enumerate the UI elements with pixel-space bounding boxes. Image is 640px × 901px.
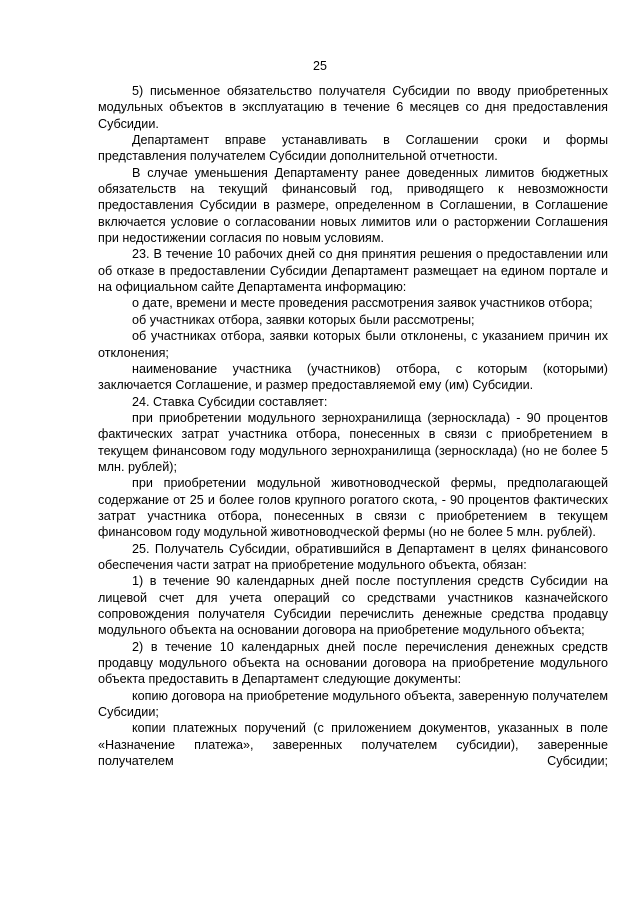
paragraph: об участниках отбора, заявки которых были рассмотрены; (132, 312, 475, 327)
paragraph: Департамент вправе устанавливать в Соглашении сроки и формы представления получателем Субсидии дополнительной отчетности. (98, 133, 608, 164)
paragraph: В случае уменьшения Департаменту ранее доведенных лимитов бюджетных обязательств на текущий финансовый год, приводящего к невозможности предоставления Субсидии в размере, определенном в Соглашении, в Соглашение включается условие о согласовании новых лимитов или о расторжении Соглашения при недостижении согласия по новым условиям. (98, 165, 608, 246)
page-number: 25 (313, 59, 327, 73)
document-body (98, 83, 608, 769)
paragraph: 5) письменное обязательство получателя Субсидии по вводу приобретенных модульных объектов в эксплуатацию в течение 6 месяцев со дня предоставления Субсидии. (98, 84, 608, 131)
paragraph: 25. Получатель Субсидии, обратившийся в Департамент в целях финансового обеспечения части затрат на приобретение модульного объекта, обязан: (98, 541, 608, 572)
paragraph: 24. Ставка Субсидии составляет: (132, 394, 328, 409)
paragraph: о дате, времени и месте проведения рассмотрения заявок участников отбора; (132, 296, 593, 311)
paragraph: 2) в течение 10 календарных дней после перечисления денежных средств продавцу модульного объекта на основании договора на приобретение модульного объекта предоставить в Департамент следующие документы: (98, 639, 608, 687)
paragraph: копию договора на приобретение модульного объекта, заверенную получателем Субсидии; (98, 688, 608, 720)
paragraph: об участниках отбора, заявки которых были отклонены, с указанием причин их отклонения; (98, 329, 608, 360)
paragraph: 1) в течение 90 календарных дней после поступления средств Субсидии на лицевой счет для учета операций со средствами участников казначейского сопровождения получателя Субсидии перечислить денежные средства продавцу модульного объекта на основании договора на приобретение модульного объекта; (98, 574, 608, 638)
paragraph: при приобретении модульного зернохранилища (зерносклада) - 90 процентов фактических затрат участника отбора, понесенных в связи с приобретением в текущем финансовом году модульного зернохранилища (зерносклада) (но не более 5 млн. рублей); (98, 410, 608, 474)
paragraph: 23. В течение 10 рабочих дней со дня принятия решения о предоставлении или об отказе в предоставлении Субсидии Департамент размещает на едином портале и на официальном сайте Департамента информацию: (98, 247, 608, 295)
paragraph: при приобретении модульной животноводческой фермы, предполагающей содержание от 25 и более голов крупного рогатого скота, - 90 процентов фактических затрат участника отбора, понесенных в связи с приобретением в текущем финансовом году модульной животноводческой фермы (но не более 5 млн. рублей). (98, 476, 608, 540)
paragraph: наименование участника (участников) отбора, с которым (которыми) заключается Соглашение, и размер предоставляемой ему (им) Субсидии. (98, 361, 608, 393)
paragraph: копии платежных поручений (с приложением документов, указанных в поле «Назначение платежа», заверенных получателем субсидии), заверенные получателем Субсидии; (98, 721, 608, 769)
